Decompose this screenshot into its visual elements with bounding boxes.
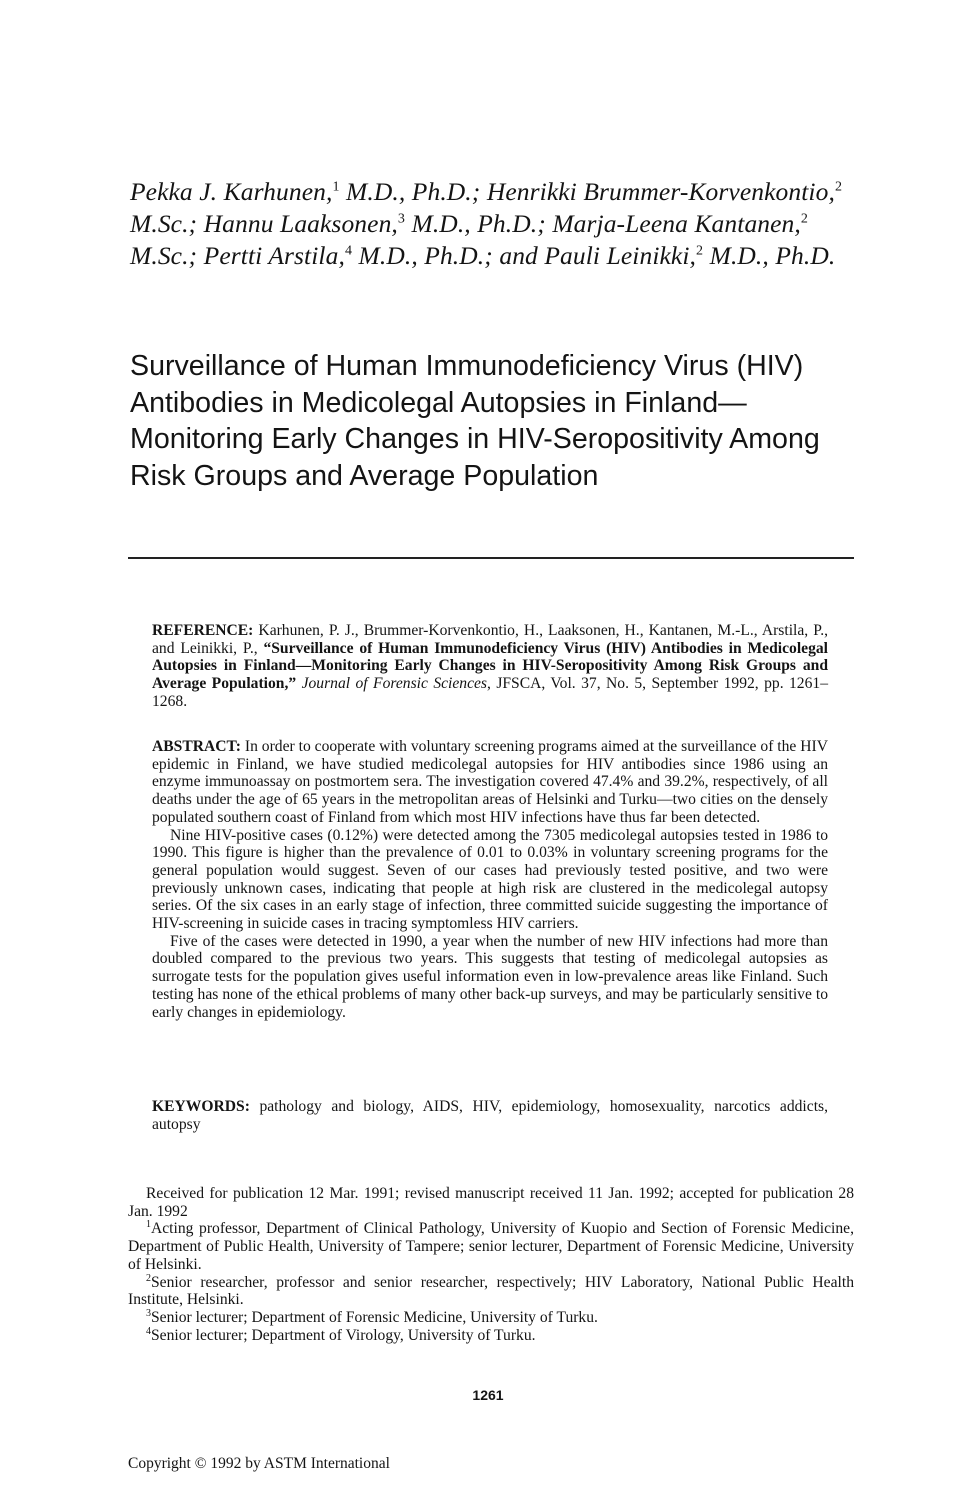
footnote-mark: 2: [146, 1272, 151, 1284]
abstract-paragraph: In order to cooperate with voluntary screening programs aimed at the surveillance of the HIV epidemic in Finland, we have studied medicolegal autopsies for HIV antibodies since 1986 using an enzyme immunoassay on postmortem sera. The investigation covered 47.4% and 39.2%, respectively, of all deaths under the age of 65 years in the metropolitan areas of Helsinki and Turku—two cities on the densely populated southern coast of Finland from which most HIV infections have thus far been detected.: [152, 738, 828, 826]
footnote: [128, 1220, 854, 1273]
footnote-mark: 3: [146, 1307, 151, 1319]
reference-details: , JFSCA, Vol. 37, No. 5, September 1992, pp. 1261–1268.: [152, 675, 828, 710]
reference-authors: Karhunen, P. J., Brummer-Korvenkontio, H., Laaksonen, H., Kantanen, M.-L., Arstila, P., and Leinikki, P.,: [152, 622, 828, 657]
abstract-section: [152, 738, 828, 1021]
reference-title: “Surveillance of Human Immunodeficiency Virus (HIV) Antibodies in Medicolegal Autopsies in Finland—Monitoring Early Changes in HIV-Seropositivity Among Risk Groups and Average Population,”: [152, 639, 828, 693]
author-name: Henrikki Brummer-Korvenkontio,: [486, 177, 835, 206]
abstract-paragraph: Nine HIV-positive cases (0.12%) were detected among the 7305 medicolegal autopsies tested in 1986 to 1990. This figure is higher than the prevalence of 0.01 to 0.03% in voluntary screening programs for the general population would suggest. Seven of our cases had previously tested positive, and two were previously unknown cases, indicating that people at high risk are clustered in the medicolegal autopsy series. Of the six cases in an early stage of infection, three committed suicide suggesting the importance of HIV-screening in suicide cases in tracing symptomless HIV carriers.: [152, 826, 828, 933]
author-affiliation-mark: 2: [800, 211, 808, 227]
footnote-mark: 4: [146, 1325, 151, 1337]
author-affiliation-mark: 1: [332, 179, 340, 195]
footnote-text: Senior researcher, professor and senior researcher, respectively; HIV Laboratory, National Public Health Institute, Helsinki.: [128, 1273, 854, 1309]
author-list: [130, 176, 870, 272]
author-name: Hannu Laaksonen,: [203, 209, 398, 238]
footnote-text: Acting professor, Department of Clinical Pathology, University of Kuopio and Section of Forensic Medicine, Department of Public Health, University of Tampere; senior lecturer, Department of Forensic Medicine, University of Helsinki.: [128, 1220, 854, 1273]
footnote: [128, 1327, 854, 1345]
author-degree: M.Sc.;: [130, 209, 204, 238]
paper-title: Surveillance of Human Immunodeficiency Virus (HIV) Antibodies in Medicolegal Autopsies in Finland—Monitoring Early Changes in HIV-Seropositivity Among Risk Groups and Average Population: [130, 350, 820, 492]
title-divider: [128, 557, 854, 559]
reference-journal: Journal of Forensic Sciences: [296, 675, 487, 693]
reference-section: [152, 622, 828, 711]
author-affiliation-mark: 3: [397, 211, 406, 227]
footnote: [128, 1185, 854, 1220]
author-name: Marja-Leena Kantanen,: [552, 209, 801, 238]
keywords-label: KEYWORDS:: [152, 1098, 250, 1115]
author-affiliation-mark: 2: [834, 179, 843, 195]
author-affiliation-mark: 2: [696, 243, 704, 259]
footnote: [128, 1274, 854, 1309]
author-name: Pekka J. Karhunen,: [130, 177, 333, 206]
keywords-text: pathology and biology, AIDS, HIV, epidemiology, homosexuality, narcotics addicts, autopsy: [152, 1098, 828, 1133]
footnotes: [128, 1185, 854, 1344]
footnote: [128, 1309, 854, 1327]
footnote-text: Senior lecturer; Department of Forensic Medicine, University of Turku.: [151, 1308, 598, 1326]
abstract-label: ABSTRACT:: [152, 738, 241, 755]
footnote-text: Senior lecturer; Department of Virology, University of Turku.: [151, 1326, 536, 1344]
footnote-text: Received for publication 12 Mar. 1991; revised manuscript received 11 Jan. 1992; accepted for publication 28 Jan. 1992: [128, 1185, 854, 1220]
author-name: and Pauli Leinikki,: [499, 241, 697, 270]
page-number: 1261: [472, 1387, 504, 1403]
author-degree: M.D., Ph.D.;: [405, 209, 553, 238]
author-degree: M.D., Ph.D.;: [339, 177, 487, 206]
abstract-paragraph: Five of the cases were detected in 1990, a year when the number of new HIV infections had more than doubled compared to the previous two years. This suggests that testing of medicolegal autopsies as surrogate tests for the population gives useful information even in low-prevalence areas like Finland. Such testing has none of the ethical problems of many other back-up surveys, and may be particularly sensitive to early changes in epidemiology.: [152, 932, 828, 1021]
author-name: Pertti Arstila,: [203, 241, 345, 270]
footnote-mark: 1: [146, 1219, 151, 1231]
author-degree: M.D., Ph.D.: [703, 241, 836, 270]
reference-label: REFERENCE:: [152, 622, 254, 639]
author-degree: M.Sc.;: [130, 241, 204, 270]
author-affiliation-mark: 4: [344, 243, 353, 259]
author-degree: M.D., Ph.D.;: [352, 241, 500, 270]
copyright-notice: Copyright © 1992 by ASTM International: [128, 1455, 390, 1472]
keywords-section: [152, 1098, 828, 1133]
